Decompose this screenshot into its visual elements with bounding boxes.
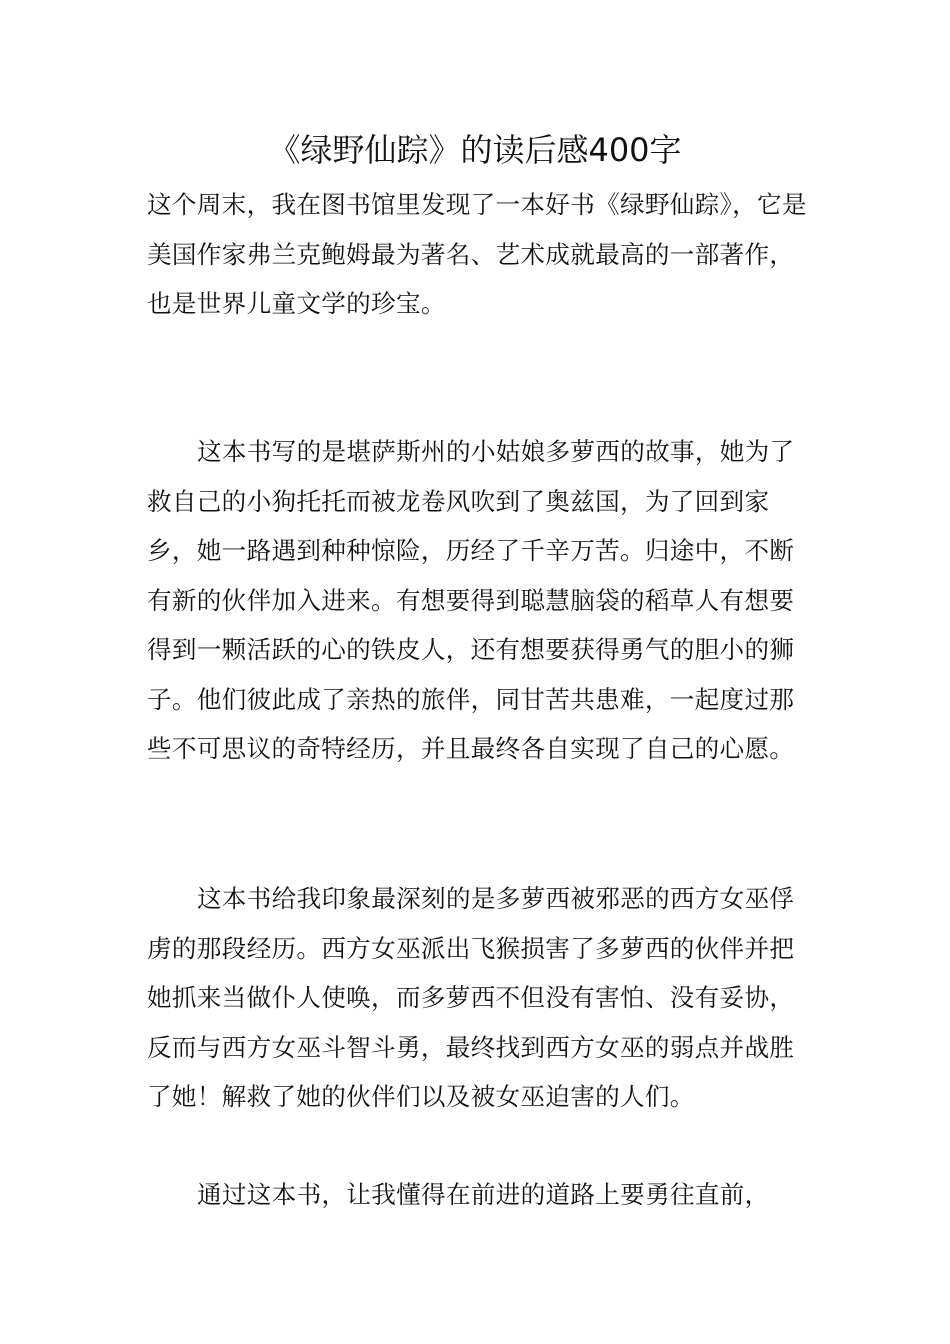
- paragraph-text: 这本书给我印象最深刻的是多萝西被邪恶的西方女巫俘虏的那段经历。西方女巫派出飞猴损害了多萝西的伙伴并把她抓来当做仆人使唤，而多萝西不但没有害怕、没有妥协，反而与西方女巫斗智斗勇，最终找到西方女巫的弱点并战胜了她！解救了她的伙伴们以及被女巫迫害的人们。: [147, 884, 795, 1111]
- document-title: 《绿野仙踪》的读后感400字: [268, 131, 682, 169]
- paragraph-impression: [147, 874, 819, 1122]
- paragraph-text: 这本书写的是堪萨斯州的小姑娘多萝西的故事，她为了救自己的小狗托托而被龙卷风吹到了奥兹国，为了回到家乡，她一路遇到种种惊险，历经了千辛万苦。归途中，不断有新的伙伴加入进来。有想要得到聪慧脑袋的稻草人有想要得到一颗活跃的心的铁皮人，还有想要获得勇气的胆小的狮子。他们彼此成了亲热的旅伴，同甘苦共患难，一起度过那些不可思议的奇特经历，并且最终各自实现了自己的心愿。: [147, 437, 795, 763]
- paragraph-story-summary: [147, 427, 819, 774]
- paragraph-conclusion: [147, 1170, 819, 1220]
- paragraph-intro: [147, 180, 819, 329]
- paragraph-text: 这个周末，我在图书馆里发现了一本好书《绿野仙踪》，它是美国作家弗兰克鲍姆最为著名、艺术成就最高的一部著作，也是世界儿童文学的珍宝。: [147, 190, 807, 318]
- paragraph-text: 通过这本书，让我懂得在前进的道路上要勇往直前，: [197, 1180, 770, 1209]
